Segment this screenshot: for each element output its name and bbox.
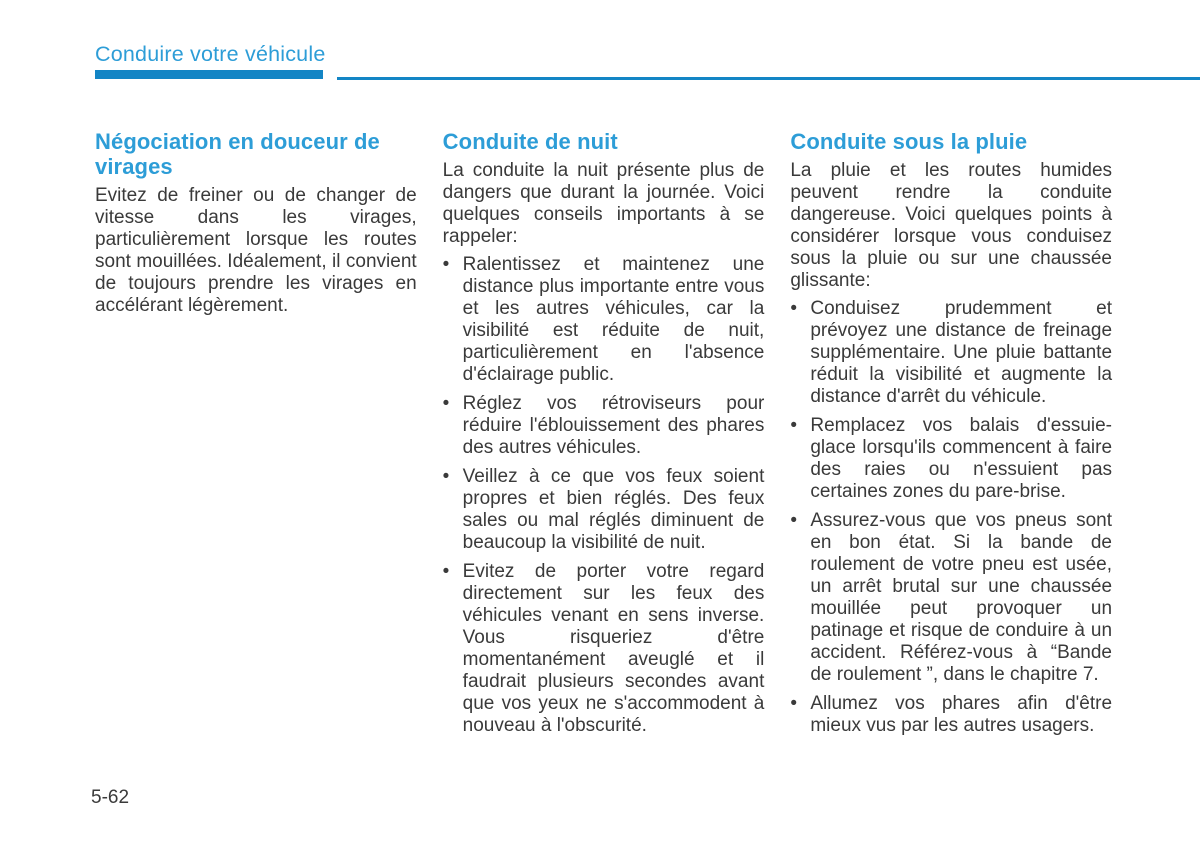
section-heading: Négociation en douceur de virages	[95, 129, 380, 179]
bullet-text: Veillez à ce que vos feux soient propres et bien réglés. Des feux sales ou mal réglés diminuent de beaucoup la visibilité de nuit.	[462, 466, 765, 553]
column-conduite-de-nuit	[443, 129, 765, 744]
list-item	[443, 393, 765, 459]
list-item	[443, 466, 765, 554]
section-paragraph: Evitez de freiner ou de changer de vitesse dans les virages, particulièrement lorsque les routes sont mouillées. Idéalement, il convient de toujours prendre les virages en accélérant légèrement.	[95, 185, 417, 316]
bullet-list	[443, 254, 765, 737]
list-item	[443, 561, 765, 737]
bullet-marker: •	[790, 693, 797, 714]
chapter-title-underline-bar	[95, 70, 323, 79]
bullet-text: Réglez vos rétroviseurs pour réduire l'éblouissement des phares des autres véhicules.	[462, 393, 765, 458]
list-item	[790, 693, 1112, 737]
bullet-marker: •	[442, 466, 450, 487]
bullet-text: Ralentissez et maintenez une distance plus importante entre vous et les autres véhicules, car la visibilité est réduite de nuit, particulièrement en l'absence d'éclairage public.	[462, 254, 765, 385]
list-item	[790, 298, 1112, 408]
column-negociation-virages	[95, 129, 417, 744]
bullet-marker: •	[790, 415, 797, 436]
content-columns	[95, 129, 1112, 744]
list-item	[443, 254, 765, 386]
column-conduite-sous-la-pluie	[790, 129, 1112, 744]
bullet-text: Conduisez prudemment et prévoyez une distance de freinage supplémentaire. Une pluie battante réduit la visibilité et augmente la distance d'arrêt du véhicule.	[810, 298, 1113, 407]
section-heading: Conduite de nuit	[442, 129, 618, 154]
bullet-marker: •	[790, 510, 797, 531]
page-number: 5-62	[91, 787, 130, 808]
list-item	[790, 510, 1112, 686]
bullet-text: Allumez vos phares afin d'être mieux vus par les autres usagers.	[810, 693, 1113, 736]
section-heading: Conduite sous la pluie	[790, 129, 1028, 154]
list-item	[790, 415, 1112, 503]
header-rule-line	[337, 77, 1200, 80]
bullet-list	[790, 298, 1112, 737]
bullet-text: Evitez de porter votre regard directement sur les feux des véhicules venant en sens inverse. Vous risqueriez d'être momentanément aveuglé et il faudrait plusieurs secondes avant que vos yeux ne s'accommodent à nouveau à l'obscurité.	[462, 561, 765, 736]
section-paragraph: La pluie et les routes humides peuvent rendre la conduite dangereuse. Voici quelques points à considérer lorsque vous conduisez sous la pluie ou sur une chaussée glissante:	[790, 160, 1113, 291]
bullet-text: Remplacez vos balais d'essuie-glace lorsqu'ils commencent à faire des raies ou n'essuient pas certaines zones du pare-brise.	[810, 415, 1113, 502]
bullet-marker: •	[442, 561, 450, 582]
bullet-marker: •	[442, 254, 450, 275]
chapter-title: Conduire votre véhicule	[95, 42, 326, 66]
section-paragraph: La conduite la nuit présente plus de dangers que durant la journée. Voici quelques conseils importants à se rappeler:	[442, 160, 765, 247]
bullet-marker: •	[790, 298, 797, 319]
bullet-marker: •	[442, 393, 450, 414]
bullet-text: Assurez-vous que vos pneus sont en bon état. Si la bande de roulement de votre pneu est usée, un arrêt brutal sur une chaussée mouillée peut provoquer un patinage et risque de conduire à un accident. Référez-vous à “Bande de roulement ”, dans le chapitre 7.	[810, 510, 1113, 685]
